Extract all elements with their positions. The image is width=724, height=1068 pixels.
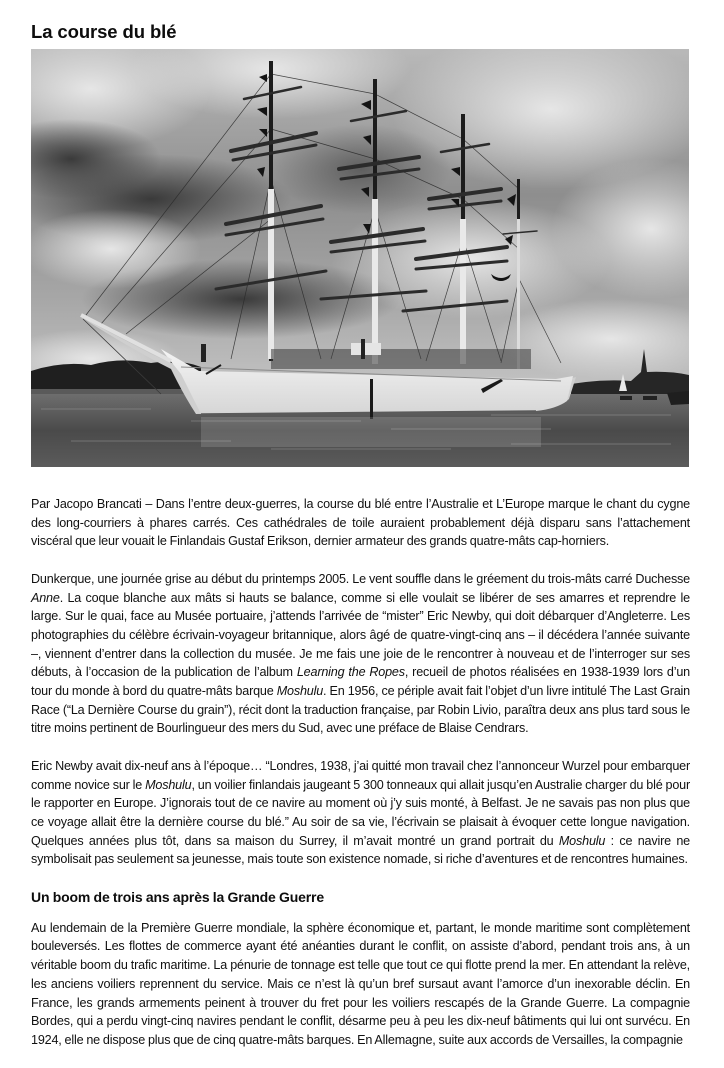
italic-title-text: Learning the Ropes — [296, 665, 405, 680]
ship-photo — [31, 49, 689, 467]
section-heading: Un boom de trois ans après la Grande Guerre — [31, 888, 324, 905]
italic-title-text: Anne — [31, 590, 60, 605]
article-title: La course du blé — [31, 21, 177, 42]
paragraph-text: Par Jacopo Brancati – Dans l’entre deux-guerres, la course du blé entre l’Australie et L’Europe marque le chant du cygne des long-courriers à phares carrés. Ces cathédrales de toile auraient probablement déjà disparu sans l’attachement viscéral que leur vouait le Finlandais Gustaf Erikson, dernier armateur des grands quatre-mâts cap-horniers. — [31, 497, 690, 549]
hull-reflection — [201, 417, 541, 447]
paragraph-text: : ce navire ne symbolisait pas seulement sa jeunesse, mais toute son existence nomade, si riche d’aventures et de rencontres humaines. — [31, 833, 690, 867]
paragraph-dunkerque — [31, 570, 690, 738]
italic-title-text: Moshulu — [145, 777, 192, 792]
italic-title-text: Moshulu — [558, 833, 606, 848]
paragraph-text: Dunkerque, une journée grise au début du printemps 2005. Le vent souffle dans le gréement du trois-mâts carré Duchesse — [31, 571, 690, 586]
paragraph-text: . En 1956, ce périple avait fait l’objet d’un livre intitulé The Last Grain Race (“La Dernière Course du grain”), récit dont la traduction française, par Robin Livio, paraîtra deux ans plus tard sous le titre moins pertinent de Bourlingueur des mers du Sud, avec une préface de Blaise Cendrars. — [31, 684, 690, 736]
ship-photo-illustration — [31, 49, 689, 467]
paragraph-text: , un voilier finlandais jaugeant 5 300 tonneaux qui allait jusqu’en Australie charger du blé pour le rapporter en Europe. J’ignorais tout de ce navire au moment où j’y suis monté, à Belfast. Je ne savais pas non plus que ce voyage allait être la dernière course du blé.” Au soir de sa vie, l’écrivain se plaisait à évoquer cette longue navigation. Quelques années plus tôt, dans sa maison du Surrey, il m’avait montré un grand portrait du — [31, 777, 690, 848]
paragraph-postwar-boom — [31, 919, 690, 1050]
italic-title-text: Moshulu — [276, 684, 324, 699]
paragraph-text: Eric Newby avait dix-neuf ans à l’époque… “Londres, 1938, j’ai quitté mon travail chez l’annonceur Wurzel pour embarquer comme novice sur le — [31, 758, 690, 792]
paragraph-intro — [31, 495, 690, 551]
paragraph-newby — [31, 757, 690, 869]
paragraph-text: Au lendemain de la Première Guerre mondiale, la sphère économique et, partant, le monde maritime sont complètement bouleversés. Les flottes de commerce ayant été anéanties durant le conflit, on assiste d’abord, pendant trois ans, à un véritable boom du trafic maritime. La pénurie de tonnage est telle que tout ce qui flotte prend la mer. En attendant la relève, les anciens voiliers reprennent du service. Mais ce n’est là qu’un bref sursaut avant l’amorce d’un inexorable déclin. En France, les grands armements peinent à trouver du fret pour les voiliers rescapés de la Grande Guerre. La compagnie Bordes, qui a perdu vingt-cinq navires pendant le conflit, désarme peu à peu les dix-neuf bâtiments qui lui ont survécu. En 1924, elle ne dispose plus que de cinq quatre-mâts barques. En Allemagne, suite aux accords de Versailles, la compagnie — [31, 920, 690, 1047]
article-body — [31, 495, 690, 1068]
paragraph-text: , recueil de photos réalisées en 1938-1939 lors d’un tour du monde à bord du quatre-mâts barque — [31, 665, 690, 699]
paragraph-text: . La coque blanche aux mâts si hauts se balance, comme si elle voulait se libérer de ses amarres et reprendre le large. Sur le quai, face au Musée portuaire, j’attends l’arrivée de “mister” Eric Newby, qui doit débarquer d’Angleterre. Les photographies du célèbre écrivain-voyageur britannique, alors âgé de quatre-vingt-cinq ans – il décédera l’année suivante –, viennent d’entrer dans la collection du musée. Je me fais une joie de le rencontrer à nouveau et de l’interroger sur ses débuts, à l’occasion de la publication de l’album — [31, 590, 690, 680]
